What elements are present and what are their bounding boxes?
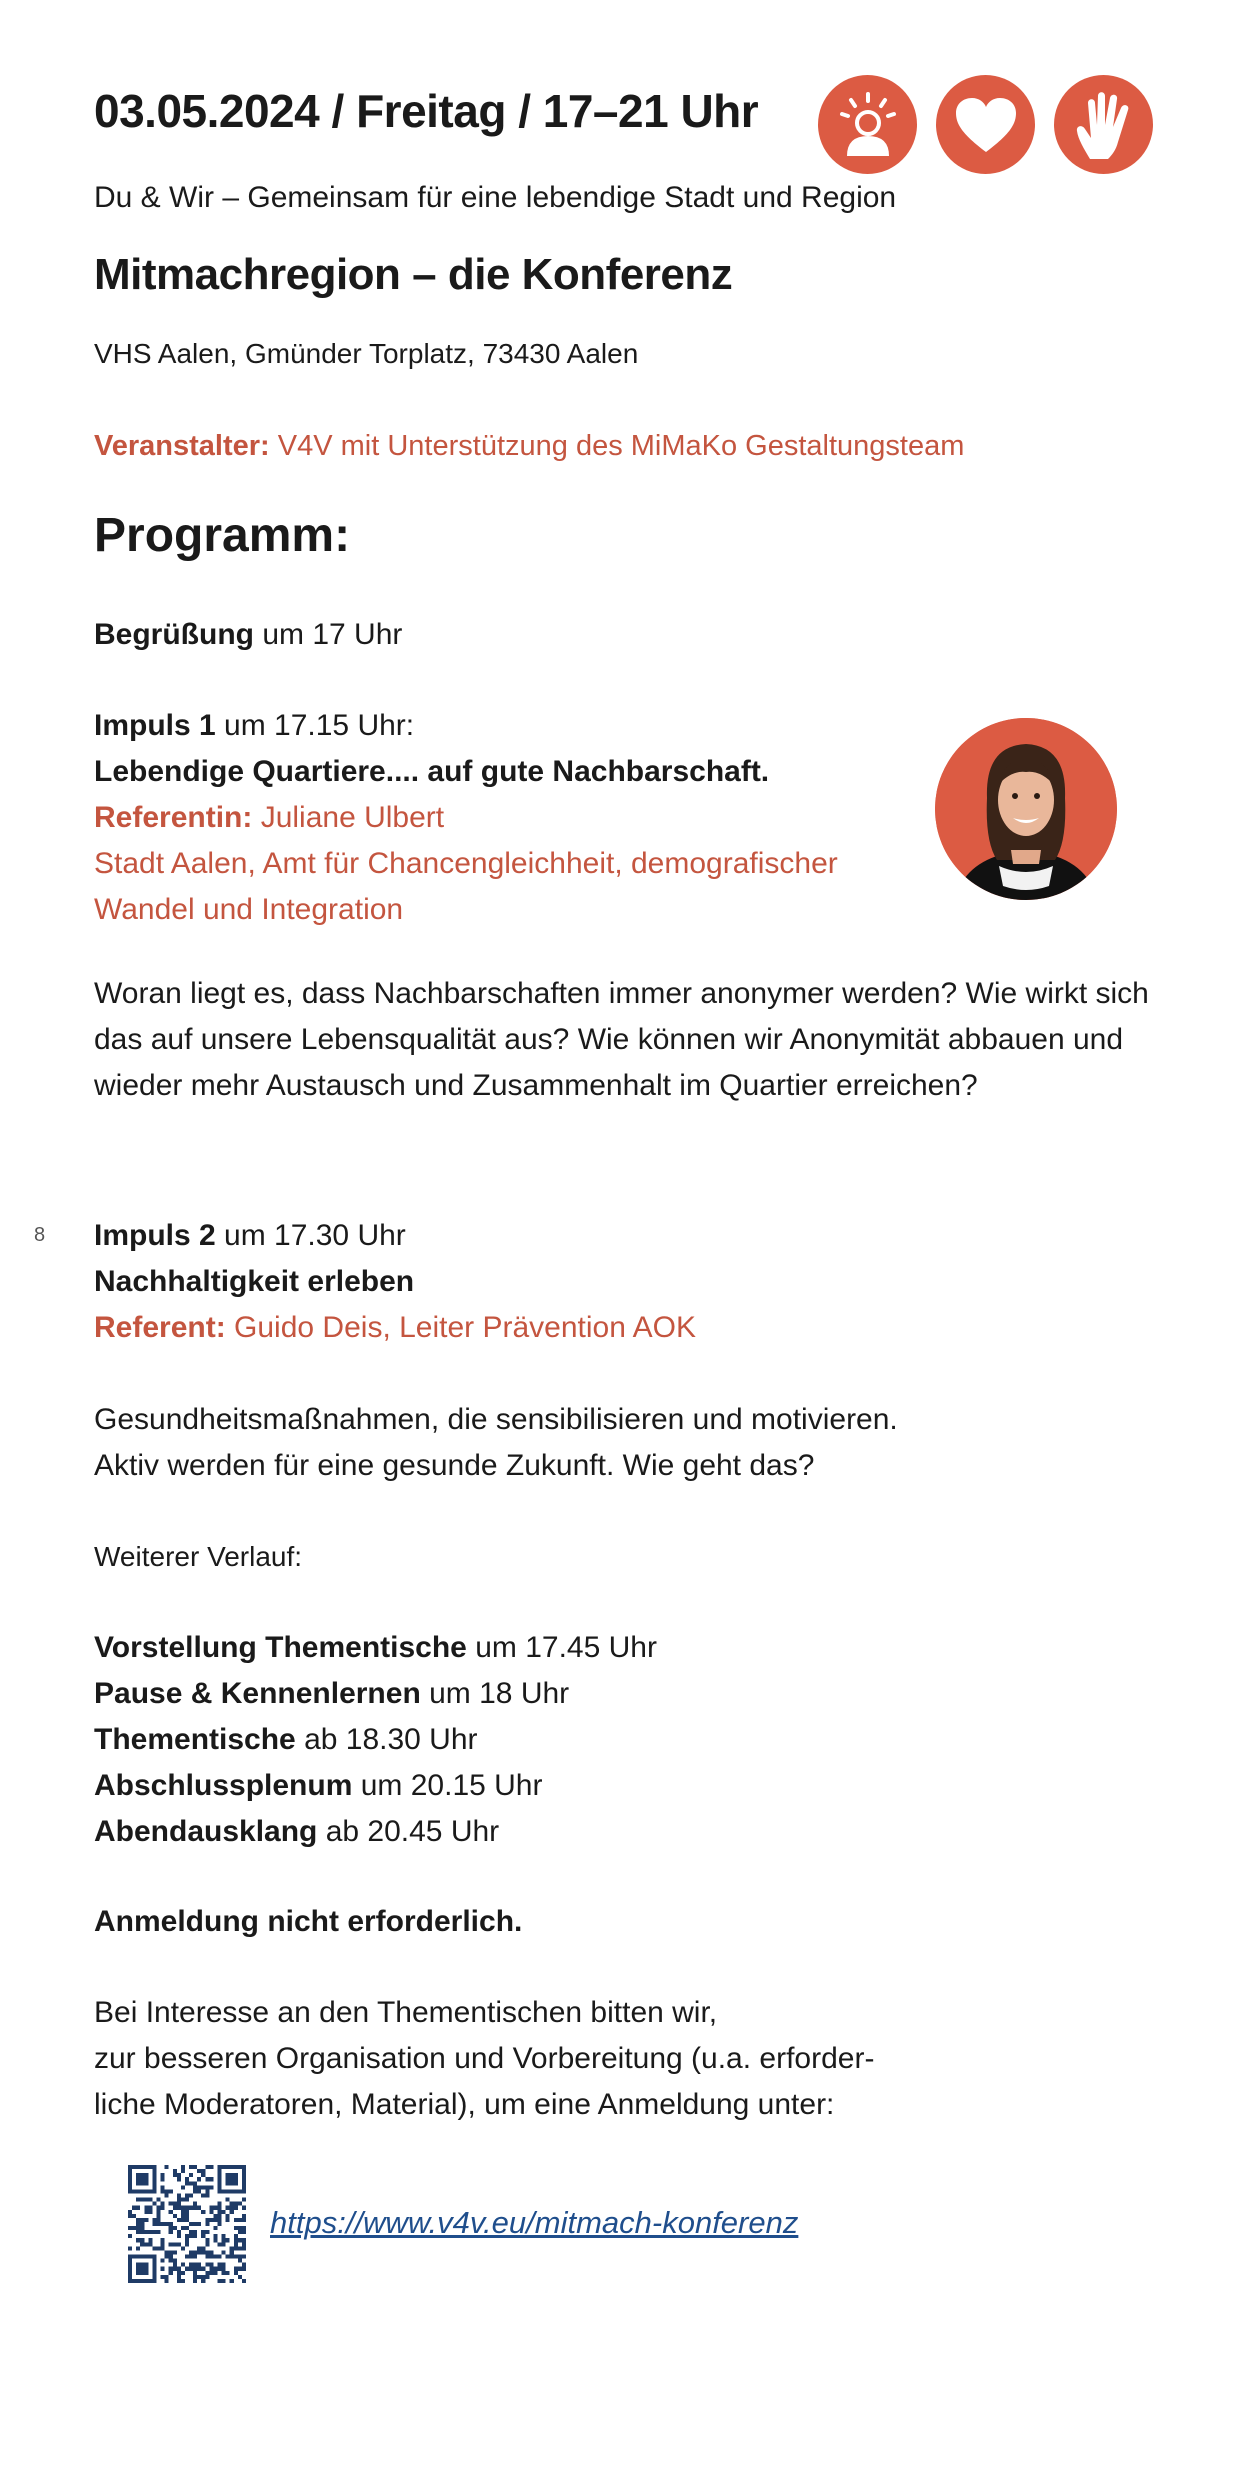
impuls2-speaker (94, 1305, 696, 1351)
impuls1-time: um 17.15 Uhr: (215, 709, 415, 742)
impuls1-section (94, 703, 838, 933)
schedule-item: Thementische ab 18.30 Uhr (94, 1723, 478, 1756)
page-number: 8 (34, 1224, 46, 1246)
speaker-name: Juliane Ulbert (252, 801, 445, 834)
speaker-photo (935, 718, 1117, 900)
schedule-item: Vorstellung Thementische um 17.45 Uhr (94, 1631, 657, 1664)
speaker-label: Referent: (94, 1311, 226, 1344)
welcome-item (94, 612, 402, 658)
speaker-name: Guido Deis, Leiter Prävention AOK (225, 1311, 696, 1344)
welcome-label: Begrüßung (94, 618, 254, 651)
event-location: VHS Aalen, Gmünder Torplatz, 73430 Aalen (94, 338, 639, 369)
impuls1-heading (94, 703, 838, 749)
impuls2-time: um 17.30 Uhr (215, 1219, 406, 1252)
person-sun-icon (818, 75, 917, 174)
impuls2-title: Nachhaltigkeit erleben (94, 1265, 415, 1298)
impuls1-speaker-org-1: Stadt Aalen, Amt für Chancengleichheit, demografischer (94, 847, 838, 880)
event-subtitle: Du & Wir – Gemeinsam für eine lebendige Stadt und Region (94, 181, 897, 214)
event-date: 03.05.2024 / Freitag / 17–21 Uhr (94, 85, 759, 137)
interest-paragraph: Bei Interesse an den Thementischen bitten wir, zur besseren Organisation und Vorbereitung (u.a. erforder- liche Moderatoren, Material), um eine Anmeldung unter: (94, 1996, 875, 2121)
qr-code[interactable] (128, 2165, 246, 2283)
impuls1-description: Woran liegt es, dass Nachbarschaften immer anonymer werden? Wie wirkt sich das auf unsere Lebensqualität aus? Wie können wir Anonymität abbauen und wieder mehr Austausch und Zusammenhalt im Quartier erreichen? (94, 977, 1149, 1102)
impuls1-speaker-org-2: Wandel und Integration (94, 893, 404, 926)
hand-icon (1054, 75, 1153, 174)
impuls1-title: Lebendige Quartiere.... auf gute Nachbarschaft. (94, 755, 770, 788)
program-heading: Programm: (94, 509, 351, 562)
impuls2-heading (94, 1213, 696, 1259)
impuls2-section (94, 1213, 696, 1351)
organizer-value: V4V mit Unterstützung des MiMaKo Gestaltungsteam (269, 430, 965, 462)
welcome-time: um 17 Uhr (253, 618, 403, 651)
schedule-item: Abschlussplenum um 20.15 Uhr (94, 1769, 543, 1802)
registration-note: Anmeldung nicht erforderlich. (94, 1905, 523, 1938)
organizer-line (94, 430, 964, 463)
impuls1-label: Impuls 1 (94, 709, 216, 742)
conference-title: Mitmachregion – die Konferenz (94, 250, 733, 299)
speaker-label: Referentin: (94, 801, 253, 834)
schedule-item: Abendausklang ab 20.45 Uhr (94, 1815, 500, 1848)
schedule-item: Pause & Kennenlernen um 18 Uhr (94, 1677, 570, 1710)
schedule-list (94, 1625, 657, 1855)
impuls2-description: Gesundheitsmaßnahmen, die sensibilisieren und motivieren. Aktiv werden für eine gesunde Zukunft. Wie geht das? (94, 1403, 898, 1482)
impuls2-label: Impuls 2 (94, 1219, 216, 1252)
impuls1-speaker (94, 795, 838, 841)
heart-icon (936, 75, 1035, 174)
organizer-label: Veranstalter: (94, 430, 270, 462)
header-icons (818, 75, 1153, 174)
further-label: Weiterer Verlauf: (94, 1541, 303, 1572)
registration-link[interactable]: https://www.v4v.eu/mitmach-konferenz (270, 2205, 799, 2240)
